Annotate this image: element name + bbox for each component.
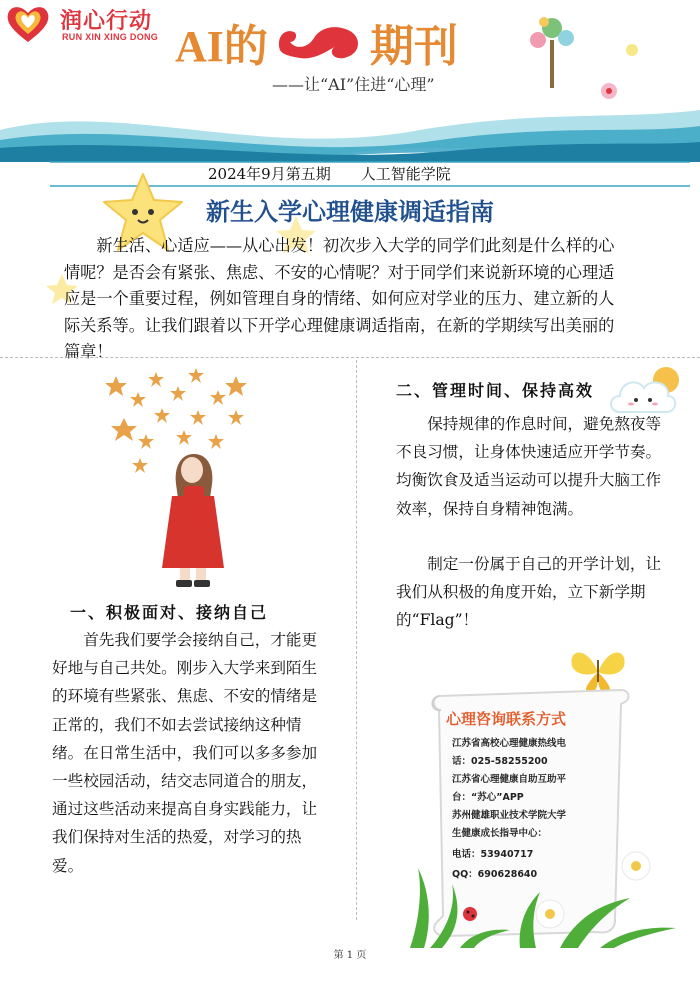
section2-heading: 二、管理时间、保持高效 xyxy=(396,381,595,400)
contact-line-4: 台：“苏心”APP xyxy=(452,792,524,803)
sparkle-icon xyxy=(622,40,642,60)
section1-heading: 一、积极面对、接纳自己 xyxy=(70,603,269,622)
contact-line-6: 生健康成长指导中心： xyxy=(452,828,548,839)
section2-body-2: 制定一份属于自己的开学计划，让我们从积极的角度开始，立下新学期的“Flag”！ xyxy=(396,555,662,630)
contact-line-1: 江苏省高校心理健康热线电 xyxy=(452,738,567,749)
contact-qq: QQ：690628640 xyxy=(452,869,538,880)
tree-decoration-icon xyxy=(522,10,582,90)
journal-subtitle: ——让“AI”住进“心理” xyxy=(272,75,435,94)
section1-body: 首先我们要学会接纳自己，才能更好地与自己共处。刚步入大学来到陌生的环境有些紧张、焦虑、不安的情绪是正常的，我们不如去尝试接纳这种情绪。在日常生活中，我们可以多多参加一些校园活动，结交志同道合的朋友，通过这些活动来提高自身实践能力，让我们保持对生活的热爱，对学习的热爱。 xyxy=(52,631,318,875)
contact-line-3: 江苏省心理健康自助互助平 xyxy=(452,774,567,785)
contact-title: 心理咨询联系方式 xyxy=(446,710,567,728)
heart-logo-icon xyxy=(6,4,50,44)
girl-with-stars-illustration xyxy=(96,362,266,594)
article-title: 新生入学心理健康调适指南 xyxy=(206,198,494,226)
journal-title-right: 期刊 xyxy=(370,21,458,72)
contact-line-5: 苏州健雄职业技术学院大学 xyxy=(452,810,567,821)
logo-chinese-name: 润心行动 xyxy=(60,9,153,34)
page-number: 第 1 页 xyxy=(333,950,367,961)
contact-line-2: 话：025-58255200 xyxy=(452,756,548,767)
section-divider xyxy=(0,357,700,358)
section2-body-1: 保持规律的作息时间，避免熬夜等不良习惯，让身体快速适应开学节奏。均衡饮食及适当运动可以提升大脑工作效率，保持自身精神饱满。 xyxy=(396,415,662,518)
column-divider xyxy=(356,360,357,920)
logo-english-name: RUN XIN XING DONG xyxy=(62,32,159,42)
heart-swirl-icon xyxy=(274,20,366,64)
grass-flowers-decoration xyxy=(400,848,690,948)
contact-phone: 电话：53940717 xyxy=(452,849,534,860)
journal-title-left: AI的 xyxy=(175,22,268,71)
issue-info: 2024年9月第五期 人工智能学院 xyxy=(208,165,451,183)
wave-banner xyxy=(0,90,700,162)
intro-paragraph: 新生活、心适应——从心出发！初次步入大学的同学们此刻是什么样的心情呢？是否会有紧张、焦虑、不安的心情呢？对于同学们来说新环境的心理适应是一个重要过程，例如管理自身的情绪、如何应对学业的压力、建立新的人际关系等。让我们跟着以下开学心理健康调适指南，在新的学期续写出美丽的篇章！ xyxy=(64,236,615,361)
